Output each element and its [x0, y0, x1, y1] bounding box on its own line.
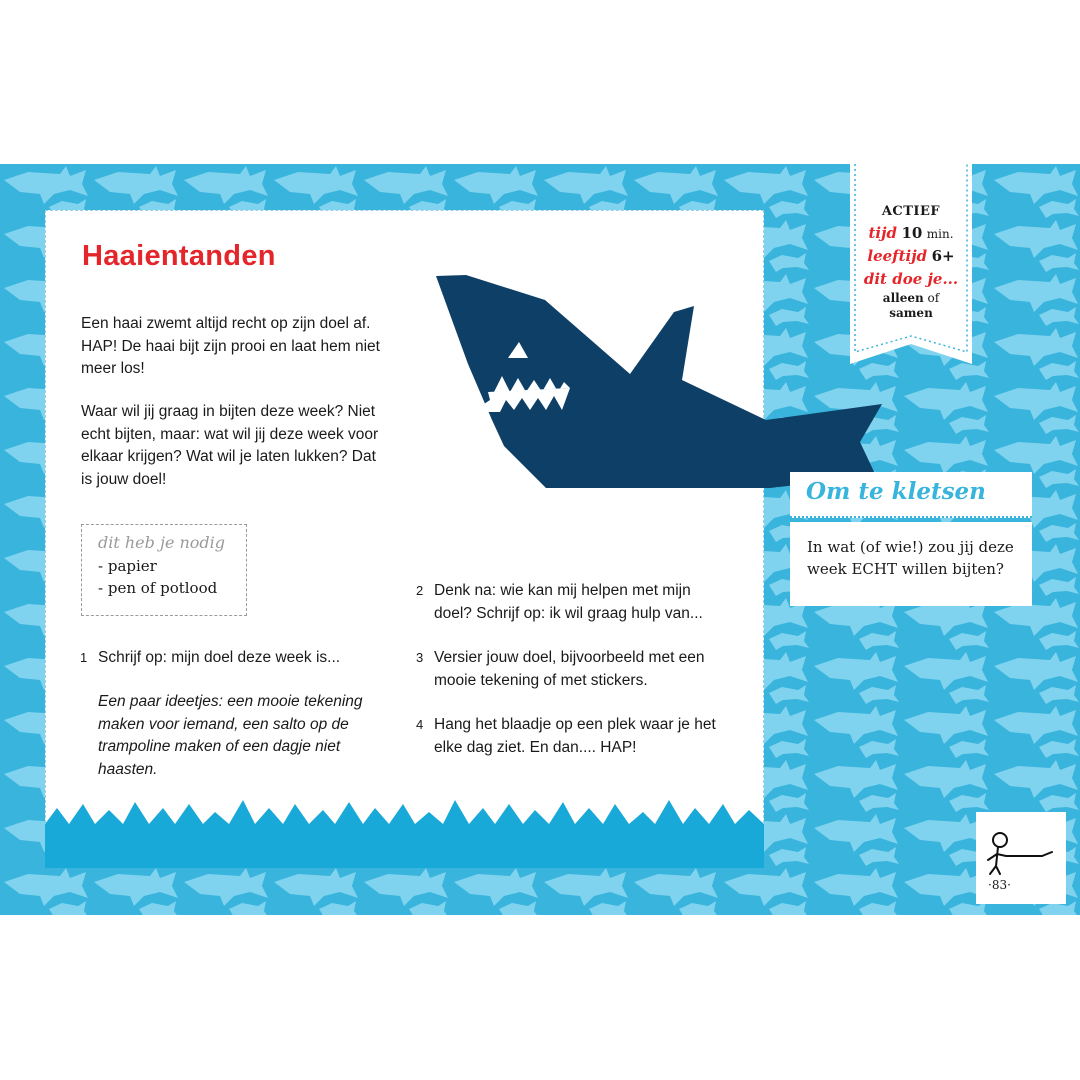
step-4: [416, 714, 716, 759]
intro-paragraph-1: Een haai zwemt altijd recht op zijn doel af. HAP! De haai bijt zijn prooi en laat hem niet meer los!: [81, 315, 380, 377]
step-text: Hang het blaadje op een plek waar je het elke dag ziet. En dan.... HAP!: [434, 716, 716, 756]
page-number-box: [976, 812, 1066, 904]
materials-box: [81, 524, 247, 616]
time-label: tijd: [868, 224, 897, 242]
shark-illustration: [430, 270, 890, 495]
mode-label: dit doe je...: [863, 270, 959, 288]
step-number: 2: [416, 583, 424, 598]
flag-time: [850, 222, 972, 245]
time-unit: min.: [926, 227, 954, 241]
step-text: Versier jouw doel, bijvoorbeeld met een mooie tekening of met stickers.: [434, 649, 705, 689]
materials-item: - papier: [98, 557, 157, 575]
wave-border: [45, 798, 764, 868]
stick-figure-icon: [982, 830, 1062, 878]
flag-mode: [850, 268, 972, 291]
flag-age: [850, 245, 972, 268]
materials-item: - pen of potlood: [98, 579, 218, 597]
talk-title: Om te kletsen: [806, 478, 986, 505]
step-text: Denk na: wie kan mij helpen met mijn doel? Schrijf op: ik wil graag hulp van...: [434, 582, 703, 622]
talk-box-body: [790, 522, 1032, 606]
intro-paragraph-2: Waar wil jij graag in bijten deze week? Niet echt bijten, maar: wat wil jij deze week voor elkaar krijgen? Wat wil je laten lukken? Dat is jouw doel!: [81, 403, 379, 488]
step-number: 3: [416, 650, 424, 665]
page-number: ·83·: [988, 878, 1011, 892]
mode-option-1: alleen: [882, 291, 924, 305]
mode-connector: of: [927, 291, 940, 305]
flag-content: [850, 204, 972, 321]
ideas-text: Een paar ideetjes: een mooie tekening maken voor iemand, een salto op de trampoline maken of een dagje niet haasten.: [98, 693, 363, 778]
time-value: 10: [901, 224, 923, 242]
step-2: [416, 580, 716, 625]
age-label: leeftijd: [867, 247, 928, 265]
mode-options: [850, 291, 972, 306]
flag-category: ACTIEF: [881, 204, 941, 219]
step-text: Schrijf op: mijn doel deze week is...: [98, 649, 341, 666]
activity-flag: [850, 164, 972, 364]
step-number: 4: [416, 717, 424, 732]
talk-box-header: [790, 472, 1032, 518]
talk-question: In wat (of wie!) zou jij deze week ECHT willen bijten?: [807, 538, 1014, 578]
mode-options-2: [850, 306, 972, 321]
materials-title: dit heb je nodig: [98, 533, 226, 552]
step-number: 1: [80, 650, 88, 665]
step-1: [80, 647, 380, 670]
mode-option-2: samen: [889, 306, 933, 320]
page-title: Haaientanden: [82, 240, 276, 272]
step-3: [416, 647, 716, 692]
age-value: 6+: [931, 247, 955, 265]
